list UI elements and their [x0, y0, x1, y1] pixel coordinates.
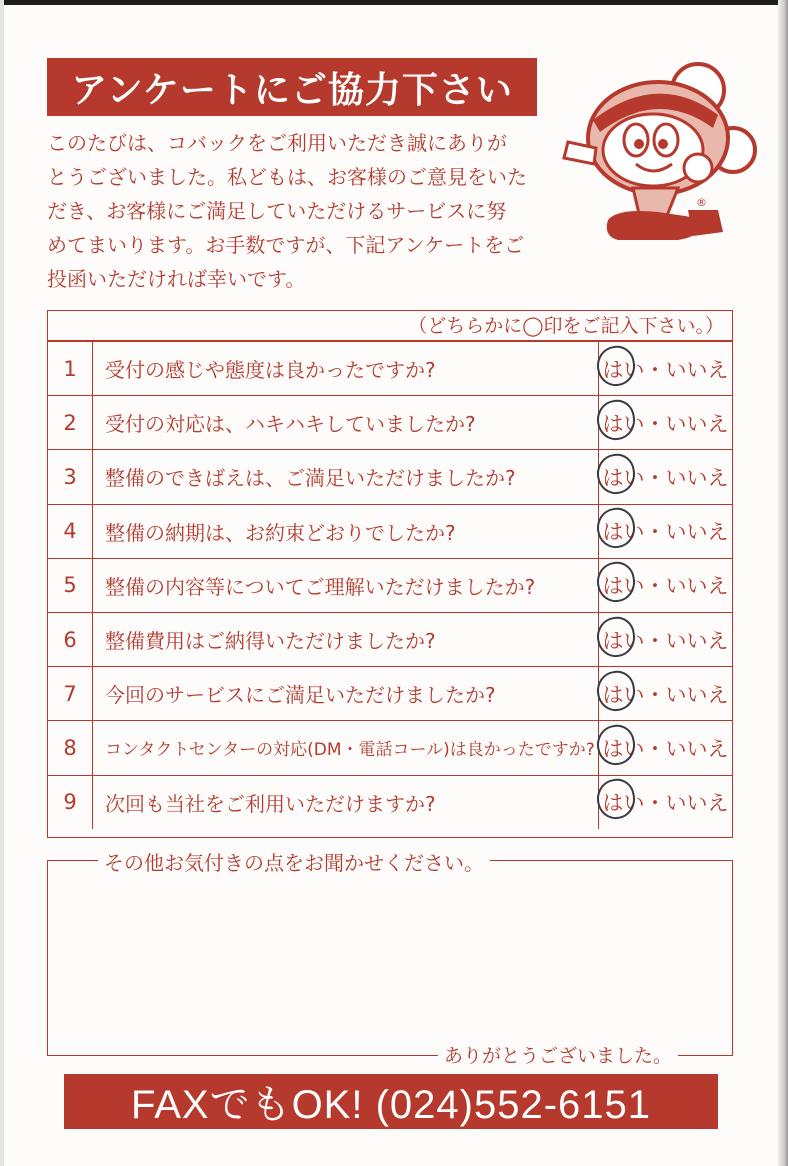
answer-yes[interactable]: [603, 408, 645, 438]
answer-yes[interactable]: [603, 733, 645, 763]
answer-no[interactable]: いいえ: [665, 791, 729, 816]
answer-no[interactable]: いいえ: [665, 736, 729, 761]
answer-separator: ・: [644, 574, 666, 599]
answer-yes[interactable]: [603, 679, 645, 709]
answer-choice[interactable]: [598, 342, 732, 395]
answer-yes[interactable]: [603, 354, 645, 384]
answer-separator: ・: [644, 791, 666, 816]
answer-separator: ・: [644, 628, 666, 653]
answer-no[interactable]: いいえ: [665, 411, 729, 436]
answer-no[interactable]: いいえ: [665, 520, 729, 545]
answer-separator: ・: [644, 465, 666, 490]
question-number: 8: [48, 721, 93, 774]
mascot-character-icon: [548, 60, 758, 250]
question-text: 整備の内容等についてご理解いただけましたか?: [105, 574, 536, 599]
survey-table: [47, 310, 733, 838]
answer-yes[interactable]: [603, 516, 645, 546]
answer-choice[interactable]: [598, 450, 732, 503]
answer-yes-label: はい: [602, 791, 645, 816]
answer-choice[interactable]: [598, 505, 732, 558]
answer-yes-label: はい: [602, 574, 645, 599]
answer-choice[interactable]: [598, 613, 732, 666]
intro-line: 投函いただければ幸いです。: [47, 267, 306, 291]
answer-no[interactable]: いいえ: [665, 357, 729, 382]
question-number: 1: [48, 342, 93, 395]
answer-separator: ・: [644, 682, 666, 707]
answer-yes-label: はい: [602, 736, 645, 761]
answer-no[interactable]: いいえ: [665, 574, 729, 599]
question-row: [48, 558, 732, 612]
question-text: 今回のサービスにご満足いただけましたか?: [105, 683, 496, 708]
answer-choice[interactable]: [598, 559, 732, 612]
intro-text: [47, 126, 547, 296]
intro-line: だき、お客様にご満足していただけるサービスに努: [47, 199, 507, 223]
question-row: [48, 395, 732, 449]
answer-no[interactable]: いいえ: [665, 682, 729, 707]
question-number: 4: [48, 505, 93, 558]
intro-line: めてまいります。お手数ですが、下記アンケートをご: [47, 233, 525, 257]
answer-yes[interactable]: [603, 570, 645, 600]
answer-choice[interactable]: [598, 396, 732, 449]
answer-yes[interactable]: [603, 625, 645, 655]
answer-choice[interactable]: [598, 721, 732, 774]
question-number: 9: [48, 776, 93, 829]
answer-separator: ・: [644, 357, 666, 382]
answer-choice[interactable]: [598, 776, 732, 829]
answer-separator: ・: [644, 736, 666, 761]
question-number: 6: [48, 613, 93, 666]
question-text: 受付の対応は、ハキハキしていましたか?: [105, 412, 476, 437]
answer-no[interactable]: いいえ: [665, 465, 729, 490]
registered-mark: ®: [696, 196, 707, 209]
scan-edge-left: [0, 0, 4, 1166]
question-text: 整備費用はご納得いただけましたか?: [105, 629, 436, 654]
question-number: 7: [48, 667, 93, 720]
answer-yes[interactable]: [603, 462, 645, 492]
comments-box[interactable]: [47, 851, 733, 1067]
answer-choice[interactable]: [598, 667, 732, 720]
question-number: 5: [48, 559, 93, 612]
answer-yes-label: はい: [602, 682, 645, 707]
intro-line: とうございました。私どもは、お客様のご意見をいた: [47, 165, 527, 189]
answer-separator: ・: [644, 520, 666, 545]
answer-yes-label: はい: [602, 411, 645, 436]
comments-label: その他お気付きの点をお聞かせください。: [98, 847, 490, 876]
scan-edge-top: [0, 0, 788, 5]
intro-line: このたびは、コバックをご利用いただき誠にありが: [47, 131, 507, 155]
question-row: [48, 666, 732, 720]
scan-edge-right: [778, 0, 788, 1166]
answer-separator: ・: [644, 411, 666, 436]
question-number: 3: [48, 450, 93, 503]
thanks-text: ありがとうございました。: [438, 1041, 678, 1068]
question-row: [48, 504, 732, 558]
question-text: 整備のできばえは、ご満足いただけましたか?: [105, 466, 516, 491]
question-row: [48, 720, 732, 774]
answer-yes-label: はい: [602, 628, 645, 653]
answer-yes-label: はい: [602, 465, 645, 490]
question-row: [48, 775, 732, 829]
survey-instruction: （どちらかに◯印をご記入下さい。）: [48, 311, 732, 341]
fax-banner: FAXでもOK! (024)552-6151: [64, 1074, 718, 1129]
question-text: 受付の感じや態度は良かったですか?: [105, 358, 436, 383]
page-title: アンケートにご協力下さい: [47, 58, 537, 116]
answer-yes-label: はい: [602, 357, 645, 382]
answer-no[interactable]: いいえ: [665, 628, 729, 653]
answer-yes[interactable]: [603, 787, 645, 817]
question-text: 次回も当社をご利用いただけますか?: [105, 791, 436, 816]
question-row: [48, 612, 732, 666]
question-row: [48, 449, 732, 503]
answer-yes-label: はい: [602, 520, 645, 545]
question-row: [48, 341, 732, 395]
question-text: 整備の納期は、お約束どおりでしたか?: [105, 520, 456, 545]
question-number: 2: [48, 396, 93, 449]
question-text: コンタクトセンターの対応(DM・電話コール)は良かったですか?: [105, 740, 595, 761]
